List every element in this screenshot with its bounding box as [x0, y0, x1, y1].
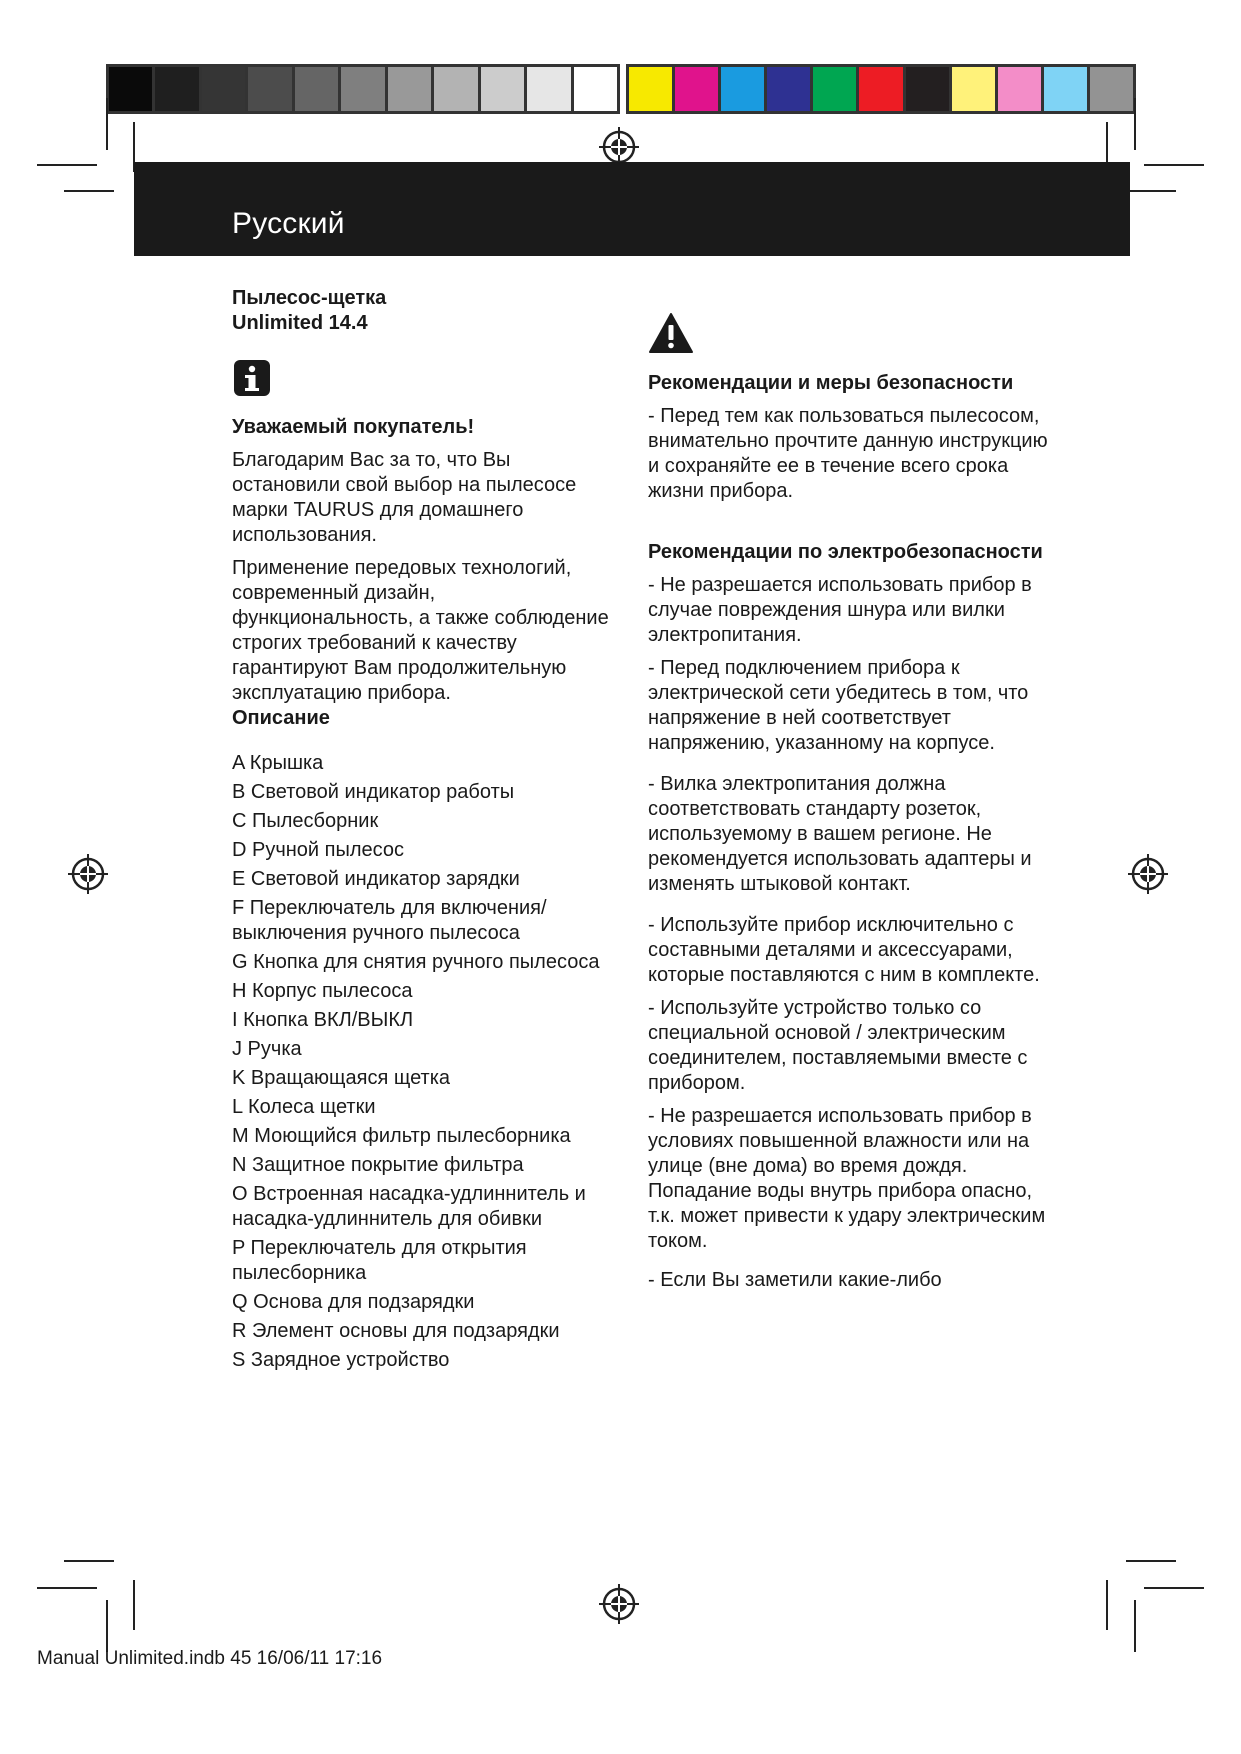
- crop-mark: [106, 98, 108, 150]
- calibration-swatch: [721, 67, 764, 111]
- crop-mark: [1134, 98, 1136, 150]
- electrical-item: - Не разрешается использовать прибор в условиях повышенной влажности или на улице (вне дома) во время дождя. Попадание воды внутрь прибора опасно, т.к. может привести к удару электрическим током.: [648, 1105, 1046, 1252]
- calibration-swatch: [202, 67, 245, 111]
- crop-mark: [106, 1600, 108, 1652]
- crop-mark: [133, 1580, 135, 1630]
- right-column: [648, 312, 1048, 1301]
- list-item: S Зарядное устройство: [232, 1349, 450, 1371]
- print-info-footer: Manual Unlimited.indb 45 16/06/11 17:16: [37, 1648, 383, 1669]
- calibration-swatch: [1044, 67, 1087, 111]
- calibration-swatch: [341, 67, 384, 111]
- list-item: B Световой индикатор работы: [232, 781, 515, 803]
- crop-mark: [1126, 190, 1176, 192]
- crop-mark: [64, 1560, 114, 1562]
- calibration-swatch: [574, 67, 617, 111]
- list-item: M Моющийся фильтр пылесборника: [232, 1125, 571, 1147]
- calibration-swatch: [859, 67, 902, 111]
- crop-mark: [1144, 1587, 1204, 1589]
- description-list: [232, 751, 612, 1373]
- color-calibration-bar: [626, 64, 1136, 114]
- list-item: R Элемент основы для подзарядки: [232, 1320, 560, 1342]
- crop-mark: [37, 164, 97, 166]
- product-title-line1: Пылесос-щетка: [232, 287, 387, 309]
- registration-target-icon: [66, 852, 110, 896]
- electrical-safety-heading: Рекомендации по электробезопасности: [648, 541, 1043, 563]
- calibration-swatch: [998, 67, 1041, 111]
- safety-heading: Рекомендации и меры безопасности: [648, 372, 1014, 394]
- list-item: L Колеса щетки: [232, 1096, 376, 1118]
- list-item: Q Основа для подзарядки: [232, 1291, 475, 1313]
- calibration-swatch: [675, 67, 718, 111]
- calibration-swatch: [629, 67, 672, 111]
- left-column: [232, 286, 612, 1377]
- registration-target-icon: [597, 1582, 641, 1626]
- electrical-item: - Вилка электропитания должна соответствовать стандарту розеток, используемому в вашем регионе. Не рекомендуется использовать адаптеры и изменять штыковой контакт.: [648, 773, 1032, 895]
- calibration-swatch: [906, 67, 949, 111]
- calibration-swatch: [527, 67, 570, 111]
- electrical-item: - Используйте устройство только со специальной основой / электрическим соединителем, поставляемыми вместе с прибором.: [648, 997, 1028, 1094]
- calibration-swatch: [248, 67, 291, 111]
- calibration-swatch: [767, 67, 810, 111]
- list-item: C Пылесборник: [232, 810, 379, 832]
- crop-mark: [37, 1587, 97, 1589]
- list-item: N Защитное покрытие фильтра: [232, 1154, 524, 1176]
- calibration-swatch: [295, 67, 338, 111]
- crop-mark: [1134, 1600, 1136, 1652]
- list-item: O Встроенная насадка-удлиннитель и насадка-удлиннитель для обивки: [232, 1183, 586, 1230]
- crop-mark: [1144, 164, 1204, 166]
- list-item: G Кнопка для снятия ручного пылесоса: [232, 951, 600, 973]
- calibration-swatch: [434, 67, 477, 111]
- calibration-swatch: [481, 67, 524, 111]
- list-item: E Световой индикатор зарядки: [232, 868, 520, 890]
- greeting-heading: Уважаемый покупатель!: [232, 416, 475, 438]
- intro-paragraph: Благодарим Вас за то, что Вы остановили свой выбор на пылесосе марки TAURUS для домашнего использования.: [232, 449, 577, 546]
- calibration-swatch: [1090, 67, 1133, 111]
- electrical-item: - Если Вы заметили какие-либо: [648, 1269, 942, 1291]
- calibration-swatch: [109, 67, 152, 111]
- language-title: Русский: [232, 207, 345, 240]
- list-item: D Ручной пылесос: [232, 839, 405, 861]
- calibration-swatch: [155, 67, 198, 111]
- list-item: I Кнопка ВКЛ/ВЫКЛ: [232, 1009, 414, 1031]
- registration-target-icon: [1126, 852, 1170, 896]
- electrical-item: - Используйте прибор исключительно с составными деталями и аксессуарами, которые поставляются с ним в комплекте.: [648, 914, 1040, 986]
- list-item: K Вращающаяся щетка: [232, 1067, 451, 1089]
- calibration-swatch: [388, 67, 431, 111]
- list-item: A Крышка: [232, 752, 324, 774]
- crop-mark: [64, 190, 114, 192]
- electrical-item: - Перед подключением прибора к электрической сети убедитесь в том, что напряжение в ней соответствует напряжению, указанному на корпусе.: [648, 657, 1029, 754]
- list-item: P Переключатель для открытия пылесборника: [232, 1237, 527, 1284]
- list-item: H Корпус пылесоса: [232, 980, 413, 1002]
- warning-icon: [648, 312, 694, 354]
- info-icon: [232, 358, 272, 398]
- product-title-line2: Unlimited 14.4: [232, 312, 368, 334]
- calibration-swatch: [813, 67, 856, 111]
- crop-mark: [1106, 1580, 1108, 1630]
- technology-paragraph: Применение передовых технологий, современный дизайн, функциональность, а также соблюдение строгих требований к качеству гарантируют Вам продолжительную эксплуатацию прибора.: [232, 557, 609, 704]
- description-heading: Описание: [232, 707, 330, 729]
- crop-mark: [1126, 1560, 1176, 1562]
- safety-paragraph: - Перед тем как пользоваться пылесосом, внимательно прочтите данную инструкцию и сохраняйте ее в течение всего срока жизни прибора.: [648, 405, 1048, 502]
- calibration-swatch: [952, 67, 995, 111]
- list-item: J Ручка: [232, 1038, 302, 1060]
- list-item: F Переключатель для включения/выключения ручного пылесоса: [232, 897, 547, 944]
- grayscale-calibration-bar: [106, 64, 620, 114]
- electrical-item: - Не разрешается использовать прибор в случае повреждения шнура или вилки электропитания.: [648, 574, 1032, 646]
